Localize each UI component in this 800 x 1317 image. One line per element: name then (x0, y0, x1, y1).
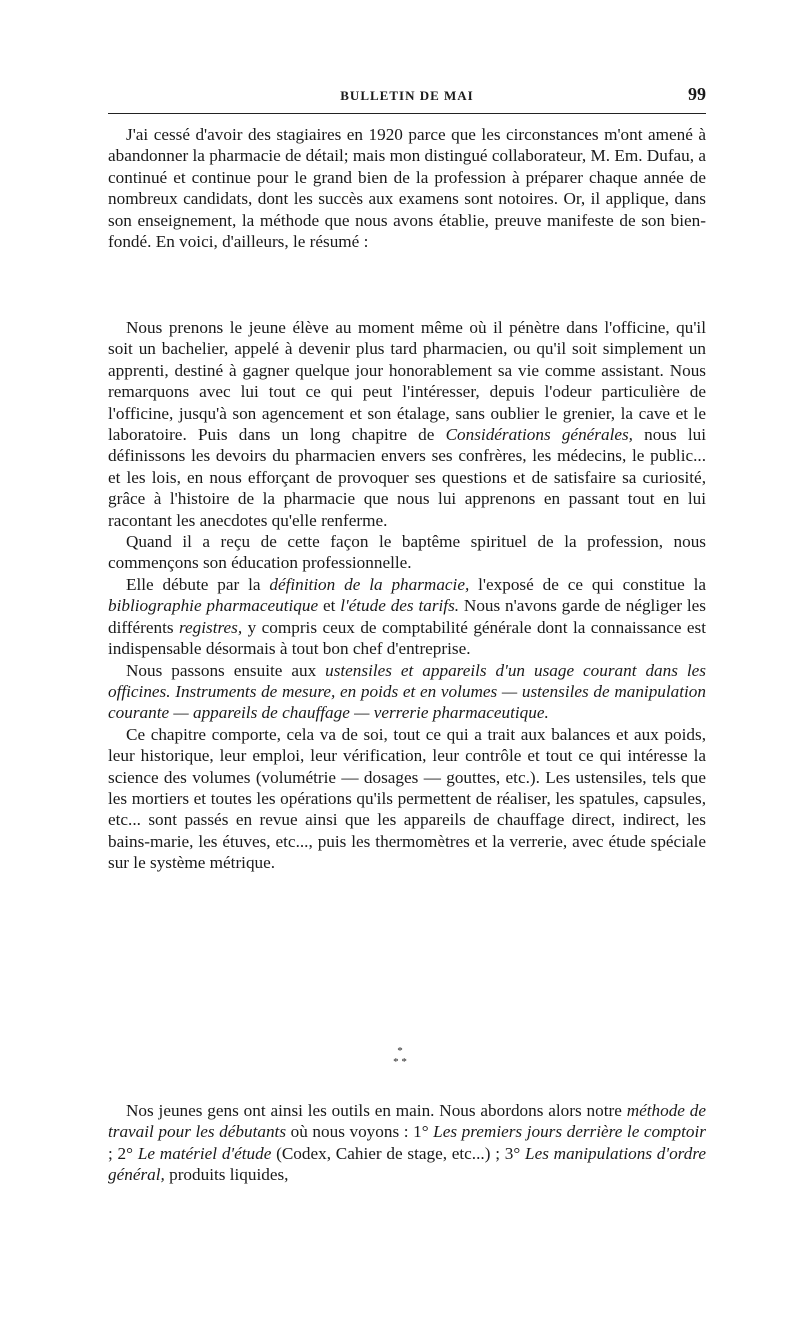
separator-top-star: * (397, 1045, 403, 1057)
method-summary-block (108, 317, 706, 874)
paragraph-outils: Nos jeunes gens ont ainsi les outils en main. Nous abordons alors notre méthode de travail pour les débutants où nous voyons : 1° Les premiers jours derrière le comptoir ; 2° Le matériel d'étude (Codex, Cahier de stage, etc...) ; 3° Les manipulations d'ordre général, produits liquides, (108, 1101, 706, 1185)
separator-bottom-stars: * * (393, 1056, 407, 1068)
method-block (108, 1100, 706, 1186)
intro-block (108, 124, 706, 252)
section-separator (370, 1046, 430, 1076)
paragraph-balances: Ce chapitre comporte, cela va de soi, tout ce qui a trait aux balances et aux poids, leur historique, leur emploi, leur vérification, leur contrôle et tout ce qui intéresse la science des volumes (volumétrie — dosages — gouttes, etc.). Les ustensiles, tels que les mortiers et toutes les opérations qu'ils permettent de réaliser, les spatules, capsules, etc... sont passés en revue ainsi que les appareils de chauffage direct, indirect, les bains-marie, les étuves, etc..., puis les thermomètres et la verrerie, avec étude spéciale sur le système métrique. (108, 724, 706, 873)
page-number: 99 (688, 84, 706, 104)
running-header (108, 84, 706, 108)
paragraph-officine: Nous prenons le jeune élève au moment même où il pénètre dans l'officine, qu'il soit un bachelier, appelé à devenir plus tard pharmacien, ou qu'il soit simplement un apprenti, destiné à gagner quelque jour honorablement sa vie comme assistant. Nous remarquons avec lui tout ce qui peut l'intéresser, depuis l'odeur particulière de l'officine, jusqu'à son agencement et son étalage, sans oublier le grenier, la cave et le laboratoire. Puis dans un long chapitre de Considérations générales, nous lui définissons les devoirs du pharmacien envers ses confrères, les médecins, le public... et les lois, en nous efforçant de provoquer ses questions et de satisfaire sa curiosité, grâce à l'histoire de la pharmacie que nous lui apprenons en passant tout en lui racontant les anecdotes qu'elle renferme. (108, 318, 706, 530)
paragraph-bapteme: Quand il a reçu de cette façon le baptême spirituel de la profession, nous commençons son éducation professionnelle. (108, 532, 706, 573)
running-title: BULLETIN DE MAI (340, 88, 474, 103)
paragraph-ustensiles: Nous passons ensuite aux ustensiles et appareils d'un usage courant dans les officines. Instruments de mesure, en poids et en volumes — ustensiles de manipulation courante — appareils de chauffage — verrerie pharmaceutique. (108, 660, 706, 723)
paragraph-definition: Elle débute par la définition de la pharmacie, l'exposé de ce qui constitue la bibliographie pharmaceutique et l'étude des tarifs. Nous n'avons garde de négliger les différents registres, y compris ceux de comptabilité générale dont la connaissance est indispensable désormais à tout bon chef d'entreprise. (108, 574, 706, 659)
header-rule (108, 113, 706, 114)
intro-paragraph: J'ai cessé d'avoir des stagiaires en 1920 parce que les circonstances m'ont amené à abandonner la pharmacie de détail; mais mon distingué collaborateur, M. Em. Dufau, a continué et continue pour le grand bien de la profession à préparer chaque année de nombreux candidats, dont les succès aux examens sont notoires. Or, il applique, dans son enseignement, la méthode que nous avons établie, preuve manifeste de son bien-fondé. En voici, d'ailleurs, le résumé : (108, 125, 706, 252)
